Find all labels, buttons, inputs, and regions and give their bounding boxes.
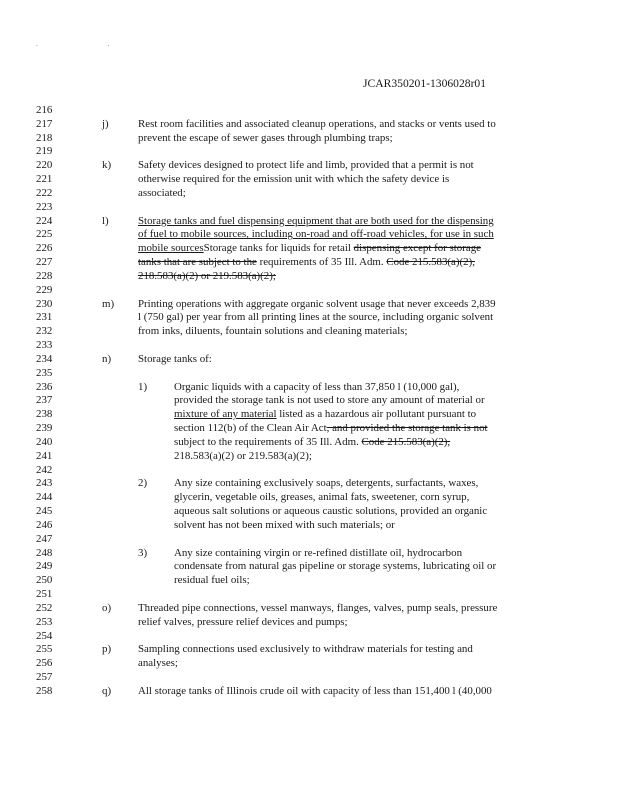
line-number: 231	[36, 311, 53, 324]
text-line	[36, 505, 618, 517]
line-text	[138, 173, 449, 185]
text-line	[36, 132, 618, 144]
line-text	[138, 311, 493, 323]
line-number: 236	[36, 380, 53, 393]
text-line	[36, 104, 618, 116]
text-run: Threaded pipe connections, vessel manways, flanges, valves, pump seals, pressure	[138, 601, 498, 614]
text-line	[36, 173, 618, 185]
line-number: 244	[36, 491, 53, 504]
line-text	[174, 450, 312, 462]
line-number: 233	[36, 339, 53, 352]
line-number: 238	[36, 408, 53, 421]
line-number: 248	[36, 546, 53, 559]
text-line	[36, 574, 618, 586]
line-number: 242	[36, 463, 53, 476]
line-text	[174, 574, 250, 586]
text-line	[36, 477, 618, 489]
text-line	[36, 187, 618, 199]
line-number: 218	[36, 131, 53, 144]
line-number: 255	[36, 643, 53, 656]
text-line	[36, 408, 618, 420]
text-line	[36, 242, 618, 254]
text-run: listed as a hazardous air pollutant pursuant to	[276, 408, 477, 421]
text-line	[36, 464, 618, 476]
text-line	[36, 616, 618, 628]
subsection-label: m)	[102, 297, 115, 310]
text-run: otherwise required for the emission unit with which the safety device is	[138, 173, 450, 186]
text-line	[36, 394, 618, 406]
text-run: Sampling connections used exclusively to withdraw materials for testing and	[138, 643, 473, 656]
line-text	[138, 602, 497, 614]
text-line	[36, 228, 618, 240]
text-line	[36, 201, 618, 213]
line-number: 234	[36, 352, 53, 365]
text-line	[36, 519, 618, 531]
text-line	[36, 118, 618, 130]
text-run: glycerin, vegetable oils, greases, animal fats, sweetener, corn syrup,	[174, 491, 470, 504]
line-number: 227	[36, 256, 53, 269]
inserted-text: mobile sources	[138, 242, 204, 255]
text-line	[36, 643, 618, 655]
text-line	[36, 145, 618, 157]
subsection-label: j)	[102, 117, 109, 130]
line-text	[174, 422, 488, 434]
line-text	[138, 242, 481, 254]
line-number: 251	[36, 588, 53, 601]
line-number: 249	[36, 560, 53, 573]
text-run: analyses;	[138, 657, 178, 670]
text-run: All storage tanks of Illinois crude oil with capacity of less than 151,400 l (40,000	[138, 684, 492, 697]
deleted-text: Code 215.583(a)(2),	[361, 435, 451, 448]
line-number: 220	[36, 159, 53, 172]
line-number: 226	[36, 242, 53, 255]
text-run: from inks, diluents, fountain solutions and cleaning materials;	[138, 325, 408, 338]
line-number: 243	[36, 477, 53, 490]
text-line	[36, 422, 618, 434]
line-number: 219	[36, 145, 53, 158]
line-number: 241	[36, 449, 53, 462]
line-text	[138, 685, 492, 697]
scan-corner-marks: . .	[36, 40, 144, 48]
text-line	[36, 685, 618, 697]
text-run: associated;	[138, 186, 186, 199]
text-line	[36, 311, 618, 323]
line-number: 253	[36, 615, 53, 628]
line-text	[138, 270, 276, 282]
text-line	[36, 671, 618, 683]
line-text	[138, 118, 496, 130]
text-line	[36, 270, 618, 282]
line-number: 232	[36, 325, 53, 338]
text-run: subject to the requirements of 35 Ill. Adm.	[174, 435, 362, 448]
text-line	[36, 547, 618, 559]
line-text	[138, 256, 475, 268]
text-run: Organic liquids with a capacity of less than 37,850 l (10,000 gal),	[174, 380, 460, 393]
line-number: 257	[36, 671, 53, 684]
text-run: Safety devices designed to protect life and limb, provided that a permit is not	[138, 159, 474, 172]
deleted-text: Code 215.583(a)(2),	[386, 256, 475, 269]
line-number: 237	[36, 394, 53, 407]
line-number: 224	[36, 214, 53, 227]
line-text	[138, 132, 393, 144]
line-text	[174, 381, 459, 393]
line-number: 217	[36, 117, 53, 130]
line-text	[174, 560, 496, 572]
text-line	[36, 381, 618, 393]
text-run: Any size containing exclusively soaps, detergents, surfactants, waxes,	[174, 477, 479, 490]
line-text	[174, 408, 476, 420]
line-number: 240	[36, 435, 53, 448]
text-line	[36, 215, 618, 227]
text-run: aqueous salt solutions or aqueous caustic solutions, provided an organic	[174, 505, 488, 518]
line-number: 256	[36, 657, 53, 670]
line-number: 235	[36, 366, 53, 379]
inserted-text: of fuel to mobile sources, including on-road and off-road vehicles, for use in such	[138, 228, 494, 241]
document-id: JCAR350201-1306028r01	[363, 77, 487, 90]
line-number: 225	[36, 228, 53, 241]
text-run: condensate from natural gas pipeline or storage systems, lubricating oil or	[174, 560, 497, 573]
line-text	[174, 394, 485, 406]
text-line	[36, 560, 618, 572]
line-text	[138, 325, 408, 337]
text-run: Any size containing virgin or re-refined distillate oil, hydrocarbon	[174, 546, 463, 559]
deleted-text: dispensing except for storage	[353, 242, 481, 255]
line-text	[138, 298, 496, 310]
line-number: 252	[36, 601, 53, 614]
line-number: 254	[36, 629, 53, 642]
text-line	[36, 298, 618, 310]
text-line	[36, 588, 618, 600]
line-text	[138, 159, 474, 171]
line-number: 245	[36, 505, 53, 518]
line-text	[138, 657, 178, 669]
subsection-label: q)	[102, 684, 112, 697]
line-text	[138, 228, 494, 240]
text-line	[36, 159, 618, 171]
text-line	[36, 491, 618, 503]
text-line	[36, 450, 618, 462]
inserted-text: mixture of any material	[174, 408, 277, 421]
subsection-label: p)	[102, 643, 112, 656]
text-line	[36, 533, 618, 545]
text-run: requirements of 35 Ill. Adm.	[256, 256, 387, 269]
line-number: 247	[36, 532, 53, 545]
text-line	[36, 353, 618, 365]
subsection-label: 3)	[138, 546, 148, 559]
line-text	[174, 477, 478, 489]
line-number: 258	[36, 684, 53, 697]
line-text	[174, 436, 450, 448]
text-run: provided the storage tank is not used to store any amount of material or	[174, 394, 485, 407]
line-text	[174, 505, 487, 517]
line-number: 221	[36, 173, 53, 186]
text-run: solvent has not been mixed with such materials; or	[174, 518, 395, 531]
deleted-text: 218.583(a)(2) or 219.583(a)(2);	[138, 269, 276, 282]
line-text	[138, 215, 494, 227]
line-number: 222	[36, 186, 53, 199]
line-number: 216	[36, 104, 53, 116]
text-line	[36, 339, 618, 351]
text-run: 218.583(a)(2) or 219.583(a)(2);	[174, 449, 312, 462]
text-line	[36, 436, 618, 448]
subsection-label: o)	[102, 601, 112, 614]
line-number: 223	[36, 200, 53, 213]
text-line	[36, 256, 618, 268]
subsection-label: l)	[102, 214, 109, 227]
line-text	[138, 187, 186, 199]
text-run: residual fuel oils;	[174, 574, 250, 587]
line-number: 228	[36, 269, 53, 282]
text-line	[36, 602, 618, 614]
text-run: Rest room facilities and associated cleanup operations, and stacks or vents used to	[138, 117, 496, 130]
text-line	[36, 367, 618, 379]
line-text	[174, 491, 469, 503]
text-line	[36, 325, 618, 337]
text-run: section 112(b) of the Clean Air Act	[174, 422, 327, 435]
line-number: 229	[36, 283, 53, 296]
text-run: Storage tanks of:	[138, 352, 212, 365]
line-number: 239	[36, 422, 53, 435]
line-text	[174, 547, 462, 559]
line-number: 246	[36, 518, 53, 531]
subsection-label: k)	[102, 159, 112, 172]
text-run: relief valves, pressure relief devices and pumps;	[138, 615, 348, 628]
line-text	[138, 353, 212, 365]
text-run: l (750 gal) per year from all printing lines at the source, including organic solvent	[138, 311, 494, 324]
subsection-label: 2)	[138, 477, 148, 490]
line-number: 250	[36, 574, 53, 587]
deleted-text: tanks that are subject to the	[138, 256, 257, 269]
line-number: 230	[36, 297, 53, 310]
text-line	[36, 630, 618, 642]
text-line	[36, 657, 618, 669]
text-run: prevent the escape of sewer gases through plumbing traps;	[138, 131, 393, 144]
deleted-text: , and provided the storage tank is not	[326, 422, 488, 435]
subsection-label: n)	[102, 352, 112, 365]
text-line	[36, 284, 618, 296]
line-text	[138, 616, 348, 628]
line-text	[174, 519, 395, 531]
subsection-label: 1)	[138, 380, 148, 393]
text-run: Printing operations with aggregate organic solvent usage that never exceeds 2,839	[138, 297, 496, 310]
text-run: Storage tanks for liquids for retail	[203, 242, 354, 255]
line-text	[138, 643, 473, 655]
inserted-text: Storage tanks and fuel dispensing equipment that are both used for the dispensing	[138, 214, 494, 227]
